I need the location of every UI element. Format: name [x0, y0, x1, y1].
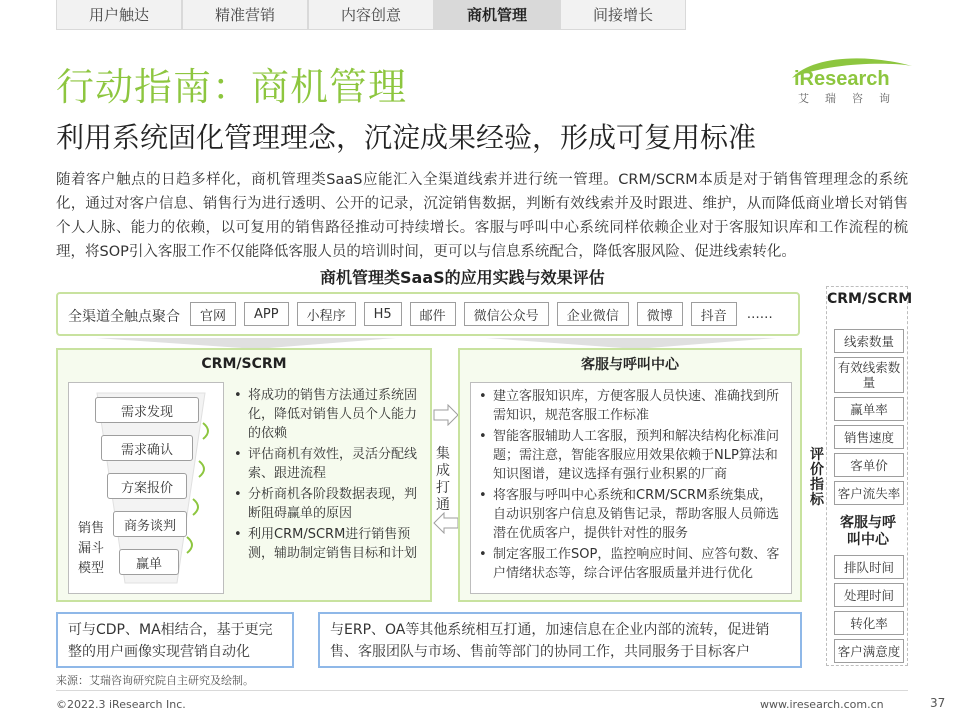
metric-item: 客单价	[834, 453, 904, 477]
metric-item: 有效线索数量	[834, 357, 904, 393]
page-number: 37	[930, 696, 946, 710]
channel-more: ……	[745, 302, 775, 326]
intro-paragraph: 随着客户触点的日趋多样化，商机管理类SaaS应能汇入全渠道线索并进行统一管理。CRM/SCRM本质是对于销售管理理念的系统化，通过对客户信息、销售行为进行透明、公开的记录，沉淀销售数据，判断有效线索并及时跟进、维护，从而降低商业增长对销售个人人脉、能力的依赖，以可复用的销售路径推动可持续增长。客服与呼叫中心系统同样依赖企业对于客服知识库和工作流程的梳理，将SOP引入客服工作不仅能降低客服人员的培训时间，更可以与信息系统配合，降低客服风险、促进线索转化。	[56, 172, 908, 260]
metric-item: 客户满意度	[834, 639, 904, 663]
website-link[interactable]: www.iresearch.com.cn	[760, 698, 884, 711]
list-item: • 将客服与呼叫中心系统和CRM/SCRM系统集成，自动识别客户信息及销售记录，帮助客服人员筛选潜在优质客户，提供针对性的服务	[479, 486, 785, 543]
list-item: • 制定客服工作SOP，监控响应时间、应答句数、客户情绪状态等，综合评估客服质量并进行优化	[479, 545, 785, 583]
diagram-title: 商机管理类SaaS的应用实践与效果评估	[320, 268, 605, 287]
service-metrics-header: 客服与呼叫中心	[840, 515, 896, 548]
logo-sub-text: 艾瑞咨询	[798, 92, 906, 105]
left-arrow-icon	[432, 512, 460, 534]
erp-oa-note: 与ERP、OA等其他系统相互打通，加速信息在企业内部的流转，促进销售、客服团队与市场、售前等部门的协同工作，共同服务于目标客户	[318, 612, 802, 668]
right-arrow-icon	[432, 404, 460, 426]
metric-item: 赢单率	[834, 397, 904, 421]
crm-metrics-header: CRM/SCRM	[827, 291, 913, 307]
metric-item: 转化率	[834, 611, 904, 635]
channel-chip: 微博	[637, 302, 683, 326]
funnel-step: 需求发现	[95, 397, 199, 423]
service-panel-header: 客服与呼叫中心	[581, 357, 679, 373]
iresearch-logo	[790, 56, 914, 110]
page-title: 行动指南：商机管理	[56, 65, 408, 109]
tab-opportunity-management[interactable]: 商机管理	[434, 0, 560, 30]
footer-divider	[56, 690, 908, 691]
list-item: • 智能客服辅助人工客服，预判和解决结构化标准问题；需注意，智能客服应用效果依赖于NLP算法和知识图谱，建议选择有强行业积累的厂商	[479, 427, 785, 484]
section-tabs	[56, 0, 686, 30]
funnel-step: 方案报价	[107, 473, 187, 499]
channel-chip: 微信公众号	[464, 302, 549, 326]
logo-brand-text: iResearch	[794, 68, 890, 88]
list-item: • 分析商机各阶段数据表现，判断阻碍赢单的原因	[234, 485, 424, 523]
service-content-box	[470, 382, 792, 594]
metrics-column	[826, 286, 913, 666]
cdp-ma-note: 可与CDP、MA相结合，基于更完整的用户画像实现营销自动化	[56, 612, 294, 668]
tab-content-creative[interactable]: 内容创意	[308, 0, 434, 30]
channel-chip: H5	[364, 302, 402, 326]
crm-panel-header: CRM/SCRM	[201, 356, 287, 372]
metric-item: 销售速度	[834, 425, 904, 449]
integration-label: 集成打通	[436, 446, 450, 513]
copyright: ©2022.3 iResearch Inc.	[56, 698, 186, 711]
funnel-label: 销售漏斗模型	[77, 521, 104, 576]
iresearch-logo-mark	[790, 56, 914, 88]
source-note: 来源：艾瑞咨询研究院自主研究及绘制。	[56, 674, 254, 687]
metric-item: 线索数量	[834, 329, 904, 353]
funnel-step: 商务谈判	[113, 511, 187, 537]
channel-chip: 小程序	[297, 302, 356, 326]
page-subtitle: 利用系统固化管理理念，沉淀成果经验，形成可复用标准	[56, 121, 757, 154]
funnel-step: 需求确认	[101, 435, 193, 461]
evaluation-label: 评价指标	[810, 447, 824, 508]
metric-item: 排队时间	[834, 555, 904, 579]
tab-precision-marketing[interactable]: 精准营销	[182, 0, 308, 30]
tab-user-reach[interactable]: 用户触达	[56, 0, 182, 30]
channel-bar-label: 全渠道全触点聚合	[68, 309, 180, 325]
service-bullet-list	[479, 387, 785, 585]
tab-indirect-growth[interactable]: 间接增长	[560, 0, 686, 30]
sales-funnel	[68, 382, 224, 594]
channel-chip: 企业微信	[557, 302, 629, 326]
metric-item: 客户流失率	[834, 481, 904, 505]
channel-list	[190, 302, 775, 326]
list-item: • 建立客服知识库，方便客服人员快速、准确找到所需知识，规范客服工作标准	[479, 387, 785, 425]
channel-aggregation-bar	[56, 292, 800, 336]
list-item: • 利用CRM/SCRM进行销售预测，辅助制定销售目标和计划	[234, 525, 424, 563]
metric-item: 处理时间	[834, 583, 904, 607]
funnel-step: 赢单	[119, 549, 179, 575]
channel-chip: 官网	[190, 302, 236, 326]
crm-bullet-list	[234, 386, 424, 565]
channel-chip: APP	[244, 302, 289, 326]
customer-service-panel	[458, 348, 802, 602]
list-item: • 将成功的销售方法通过系统固化，降低对销售人员个人能力的依赖	[234, 386, 424, 443]
channel-chip: 邮件	[410, 302, 456, 326]
crm-panel	[56, 348, 432, 602]
channel-chip: 抖音	[691, 302, 737, 326]
list-item: • 评估商机有效性，灵活分配线索、跟进流程	[234, 445, 424, 483]
